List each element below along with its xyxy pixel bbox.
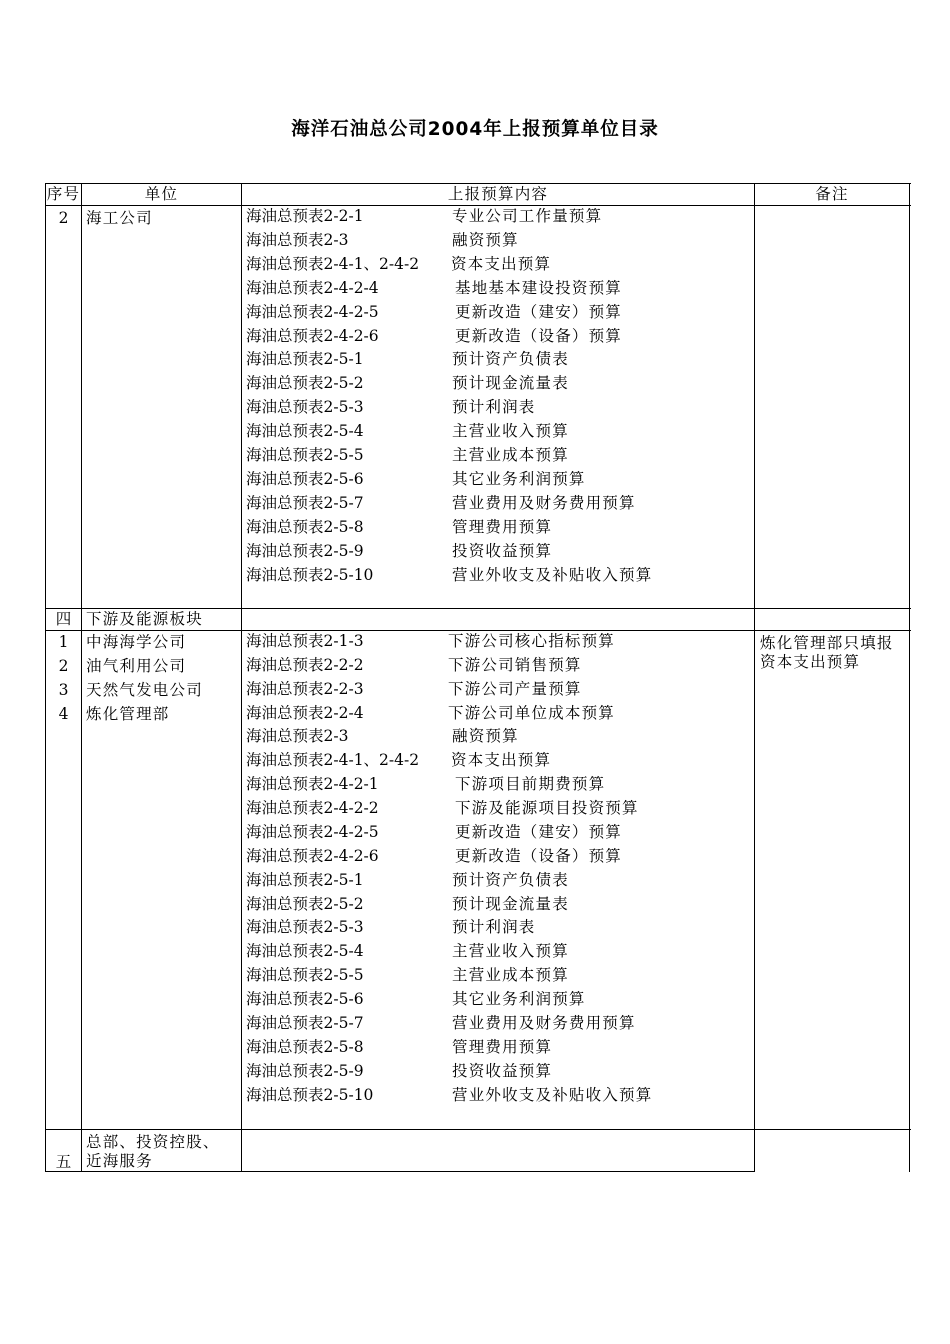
header-no: 序号 <box>46 185 81 203</box>
budget-item-code: 海油总预表2-3 <box>246 727 349 746</box>
row-number: 2 <box>58 657 69 675</box>
budget-item-desc: 更新改造（设备）预算 <box>455 846 623 865</box>
unit-name: 油气利用公司 <box>86 657 187 675</box>
budget-item-desc: 投资收益预算 <box>452 1061 553 1080</box>
budget-item-code: 海油总预表2-5-10 <box>246 1085 374 1104</box>
budget-item-code: 海油总预表2-4-2-6 <box>246 326 379 345</box>
remark-text: 资本支出预算 <box>760 653 861 671</box>
budget-item-code: 海油总预表2-5-9 <box>246 1061 364 1080</box>
budget-item-code: 海油总预表2-4-2-5 <box>246 302 379 321</box>
col-divider <box>241 183 242 1172</box>
budget-item-desc: 专业公司工作量预算 <box>452 207 603 225</box>
budget-item-code: 海油总预表2-4-2-2 <box>246 799 379 818</box>
budget-item-code: 海油总预表2-5-7 <box>246 1013 364 1032</box>
budget-item-desc: 营业费用及财务费用预算 <box>452 493 636 512</box>
budget-item-desc: 下游公司产量预算 <box>448 679 582 698</box>
remark-text: 炼化管理部只填报 <box>760 634 894 652</box>
unit-name: 炼化管理部 <box>86 705 170 723</box>
budget-item-code: 海油总预表2-5-2 <box>246 374 364 393</box>
budget-item-code: 海油总预表2-5-6 <box>246 990 364 1009</box>
budget-item-desc: 下游公司销售预算 <box>448 655 582 674</box>
budget-item-code: 海油总预表2-5-3 <box>246 918 364 937</box>
budget-item-code: 海油总预表2-5-9 <box>246 541 364 560</box>
unit-name: 海工公司 <box>86 209 153 227</box>
budget-item-code: 海油总预表2-4-2-4 <box>246 278 379 297</box>
budget-item-code: 海油总预表2-5-2 <box>246 894 364 913</box>
budget-item-desc: 融资预算 <box>452 727 519 746</box>
budget-item-desc: 主营业收入预算 <box>452 422 569 441</box>
budget-item-desc: 其它业务利润预算 <box>452 469 586 488</box>
budget-item-desc: 营业费用及财务费用预算 <box>452 1013 636 1032</box>
row-divider <box>45 1129 911 1130</box>
budget-item-desc: 投资收益预算 <box>452 541 553 560</box>
budget-item-desc: 管理费用预算 <box>452 1037 553 1056</box>
budget-item-code: 海油总预表2-4-1、2-4-2 <box>246 751 420 770</box>
budget-item-desc: 下游公司单位成本预算 <box>448 703 616 722</box>
budget-item-desc: 预计现金流量表 <box>452 894 569 913</box>
row-number: 3 <box>58 681 69 699</box>
budget-item-code: 海油总预表2-1-3 <box>246 632 364 650</box>
section-number: 四 <box>55 610 72 628</box>
table-border-right <box>909 183 910 1172</box>
budget-item-code: 海油总预表2-4-2-1 <box>246 775 379 794</box>
budget-item-desc: 更新改造（建安）预算 <box>455 302 623 321</box>
budget-item-code: 海油总预表2-5-5 <box>246 446 364 464</box>
budget-item-code: 海油总预表2-3 <box>246 230 349 249</box>
budget-item-desc: 预计利润表 <box>452 398 536 417</box>
budget-item-desc: 更新改造（设备）预算 <box>455 326 623 345</box>
budget-item-desc: 下游公司核心指标预算 <box>448 632 616 650</box>
budget-item-code: 海油总预表2-2-1 <box>246 207 364 225</box>
budget-item-code: 海油总预表2-4-2-5 <box>246 822 379 841</box>
budget-item-desc: 预计资产负债表 <box>452 350 569 369</box>
budget-item-code: 海油总预表2-5-10 <box>246 565 374 584</box>
page-title: 海洋石油总公司2004年上报预算单位目录 <box>291 119 659 140</box>
budget-item-desc: 主营业收入预算 <box>452 942 569 961</box>
budget-item-code: 海油总预表2-5-1 <box>246 350 364 369</box>
budget-item-desc: 预计利润表 <box>452 918 536 937</box>
section-label: 总部、投资控股、 <box>86 1133 220 1151</box>
budget-item-desc: 主营业成本预算 <box>452 966 569 985</box>
col-divider <box>754 183 755 1172</box>
budget-item-desc: 资本支出预算 <box>451 254 552 273</box>
budget-item-desc: 其它业务利润预算 <box>452 990 586 1009</box>
budget-item-code: 海油总预表2-5-7 <box>246 493 364 512</box>
section-label: 近海服务 <box>86 1152 153 1170</box>
budget-item-desc: 管理费用预算 <box>452 517 553 536</box>
row-number: 4 <box>58 705 69 723</box>
unit-name: 中海海学公司 <box>86 633 187 651</box>
budget-item-desc: 下游项目前期费预算 <box>455 775 606 794</box>
table-border-bottom <box>45 1171 755 1172</box>
budget-item-desc: 更新改造（建安）预算 <box>455 822 623 841</box>
budget-item-code: 海油总预表2-5-3 <box>246 398 364 417</box>
budget-item-code: 海油总预表2-5-6 <box>246 469 364 488</box>
table-border-left <box>45 183 46 1172</box>
header-remark: 备注 <box>815 185 849 203</box>
budget-item-desc: 营业外收支及补贴收入预算 <box>452 565 653 584</box>
budget-item-desc: 主营业成本预算 <box>452 446 569 464</box>
budget-item-code: 海油总预表2-5-4 <box>246 422 364 441</box>
budget-item-desc: 基地基本建设投资预算 <box>455 278 623 297</box>
unit-name: 天然气发电公司 <box>86 681 203 699</box>
row-number: 1 <box>58 633 69 651</box>
col-divider <box>81 183 82 1172</box>
budget-item-desc: 下游及能源项目投资预算 <box>455 799 639 818</box>
budget-item-code: 海油总预表2-4-2-6 <box>246 846 379 865</box>
budget-item-desc: 预计现金流量表 <box>452 374 569 393</box>
budget-item-code: 海油总预表2-5-8 <box>246 1037 364 1056</box>
budget-item-code: 海油总预表2-2-4 <box>246 703 364 722</box>
row-number: 2 <box>58 209 69 227</box>
header-content: 上报预算内容 <box>447 185 549 203</box>
budget-item-desc: 融资预算 <box>452 230 519 249</box>
section-number: 五 <box>55 1153 72 1171</box>
budget-item-code: 海油总预表2-5-4 <box>246 942 364 961</box>
budget-item-code: 海油总预表2-5-1 <box>246 870 364 889</box>
budget-item-desc: 预计资产负债表 <box>452 870 569 889</box>
budget-item-code: 海油总预表2-4-1、2-4-2 <box>246 254 420 273</box>
budget-item-code: 海油总预表2-2-3 <box>246 679 364 698</box>
budget-item-code: 海油总预表2-5-5 <box>246 966 364 985</box>
header-unit: 单位 <box>144 185 179 203</box>
section-label: 下游及能源板块 <box>86 610 203 628</box>
budget-item-code: 海油总预表2-2-2 <box>246 655 364 674</box>
budget-item-desc: 资本支出预算 <box>451 751 552 770</box>
budget-item-code: 海油总预表2-5-8 <box>246 517 364 536</box>
budget-item-desc: 营业外收支及补贴收入预算 <box>452 1085 653 1104</box>
